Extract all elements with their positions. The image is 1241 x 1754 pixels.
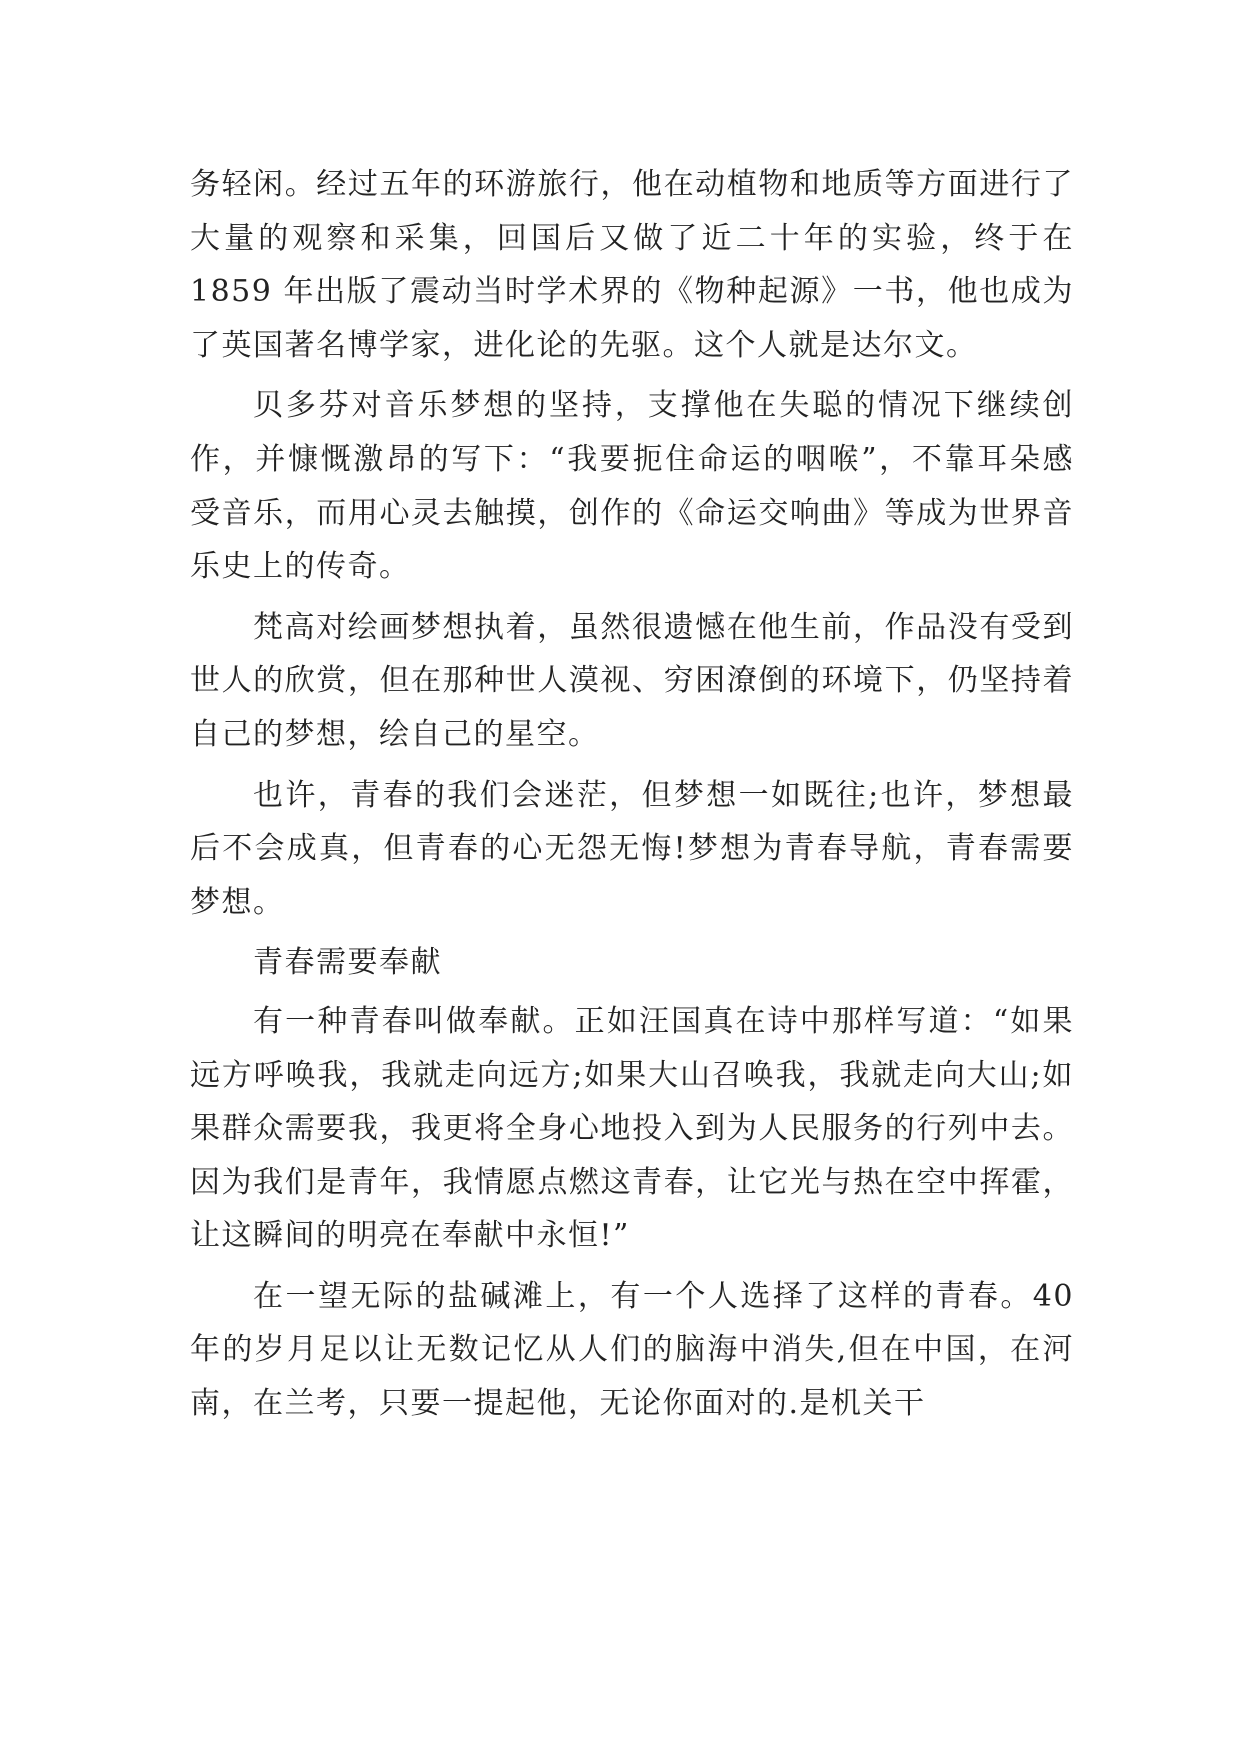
paragraph-dedication: 有一种青春叫做奉献。正如汪国真在诗中那样写道：“如果远方呼唤我，我就走向远方;如果大山召唤我，我就走向大山;如果群众需要我，我更将全身心地投入到为人民服务的行列中去。因为我们是青年，我情愿点燃这青春，让它光与热在空中挥霍，让这瞬间的明亮在奉献中永恒!” [190, 1003, 1074, 1254]
document-page [190, 158, 1086, 1438]
paragraph-darwin: 务轻闲。经过五年的环游旅行，他在动植物和地质等方面进行了大量的观察和采集，回国后又做了近二十年的实验，终于在 1859 年出版了震动当时学术界的《物种起源》一书，他也成为了英国著名博学家，进化论的先驱。这个人就是达尔文。 [190, 167, 1086, 363]
section-heading: 青春需要奉献 [253, 945, 442, 981]
paragraph-van-gogh: 梵高对绘画梦想执着，虽然很遗憾在他生前，作品没有受到世人的欣赏，但在那种世人漠视、穷困潦倒的环境下，仍坚持着自己的梦想，绘自己的星空。 [190, 609, 1074, 752]
paragraph-beethoven: 贝多芬对音乐梦想的坚持，支撑他在失聪的情况下继续创作，并慷慨激昂的写下：“我要扼住命运的咽喉”，不靠耳朵感受音乐，而用心灵去触摸，创作的《命运交响曲》等成为世界音乐史上的传奇。 [190, 388, 1074, 585]
paragraph-youth-dream: 也许，青春的我们会迷茫，但梦想一如既往;也许，梦想最后不会成真，但青春的心无怨无悔!梦想为青春导航，青春需要梦想。 [190, 777, 1074, 920]
paragraph-jiao-yulu: 在一望无际的盐碱滩上，有一个人选择了这样的青春。40年的岁月足以让无数记忆从人们的脑海中消失,但在中国，在河南，在兰考，只要一提起他，无论你面对的.是机关干 [190, 1278, 1074, 1422]
